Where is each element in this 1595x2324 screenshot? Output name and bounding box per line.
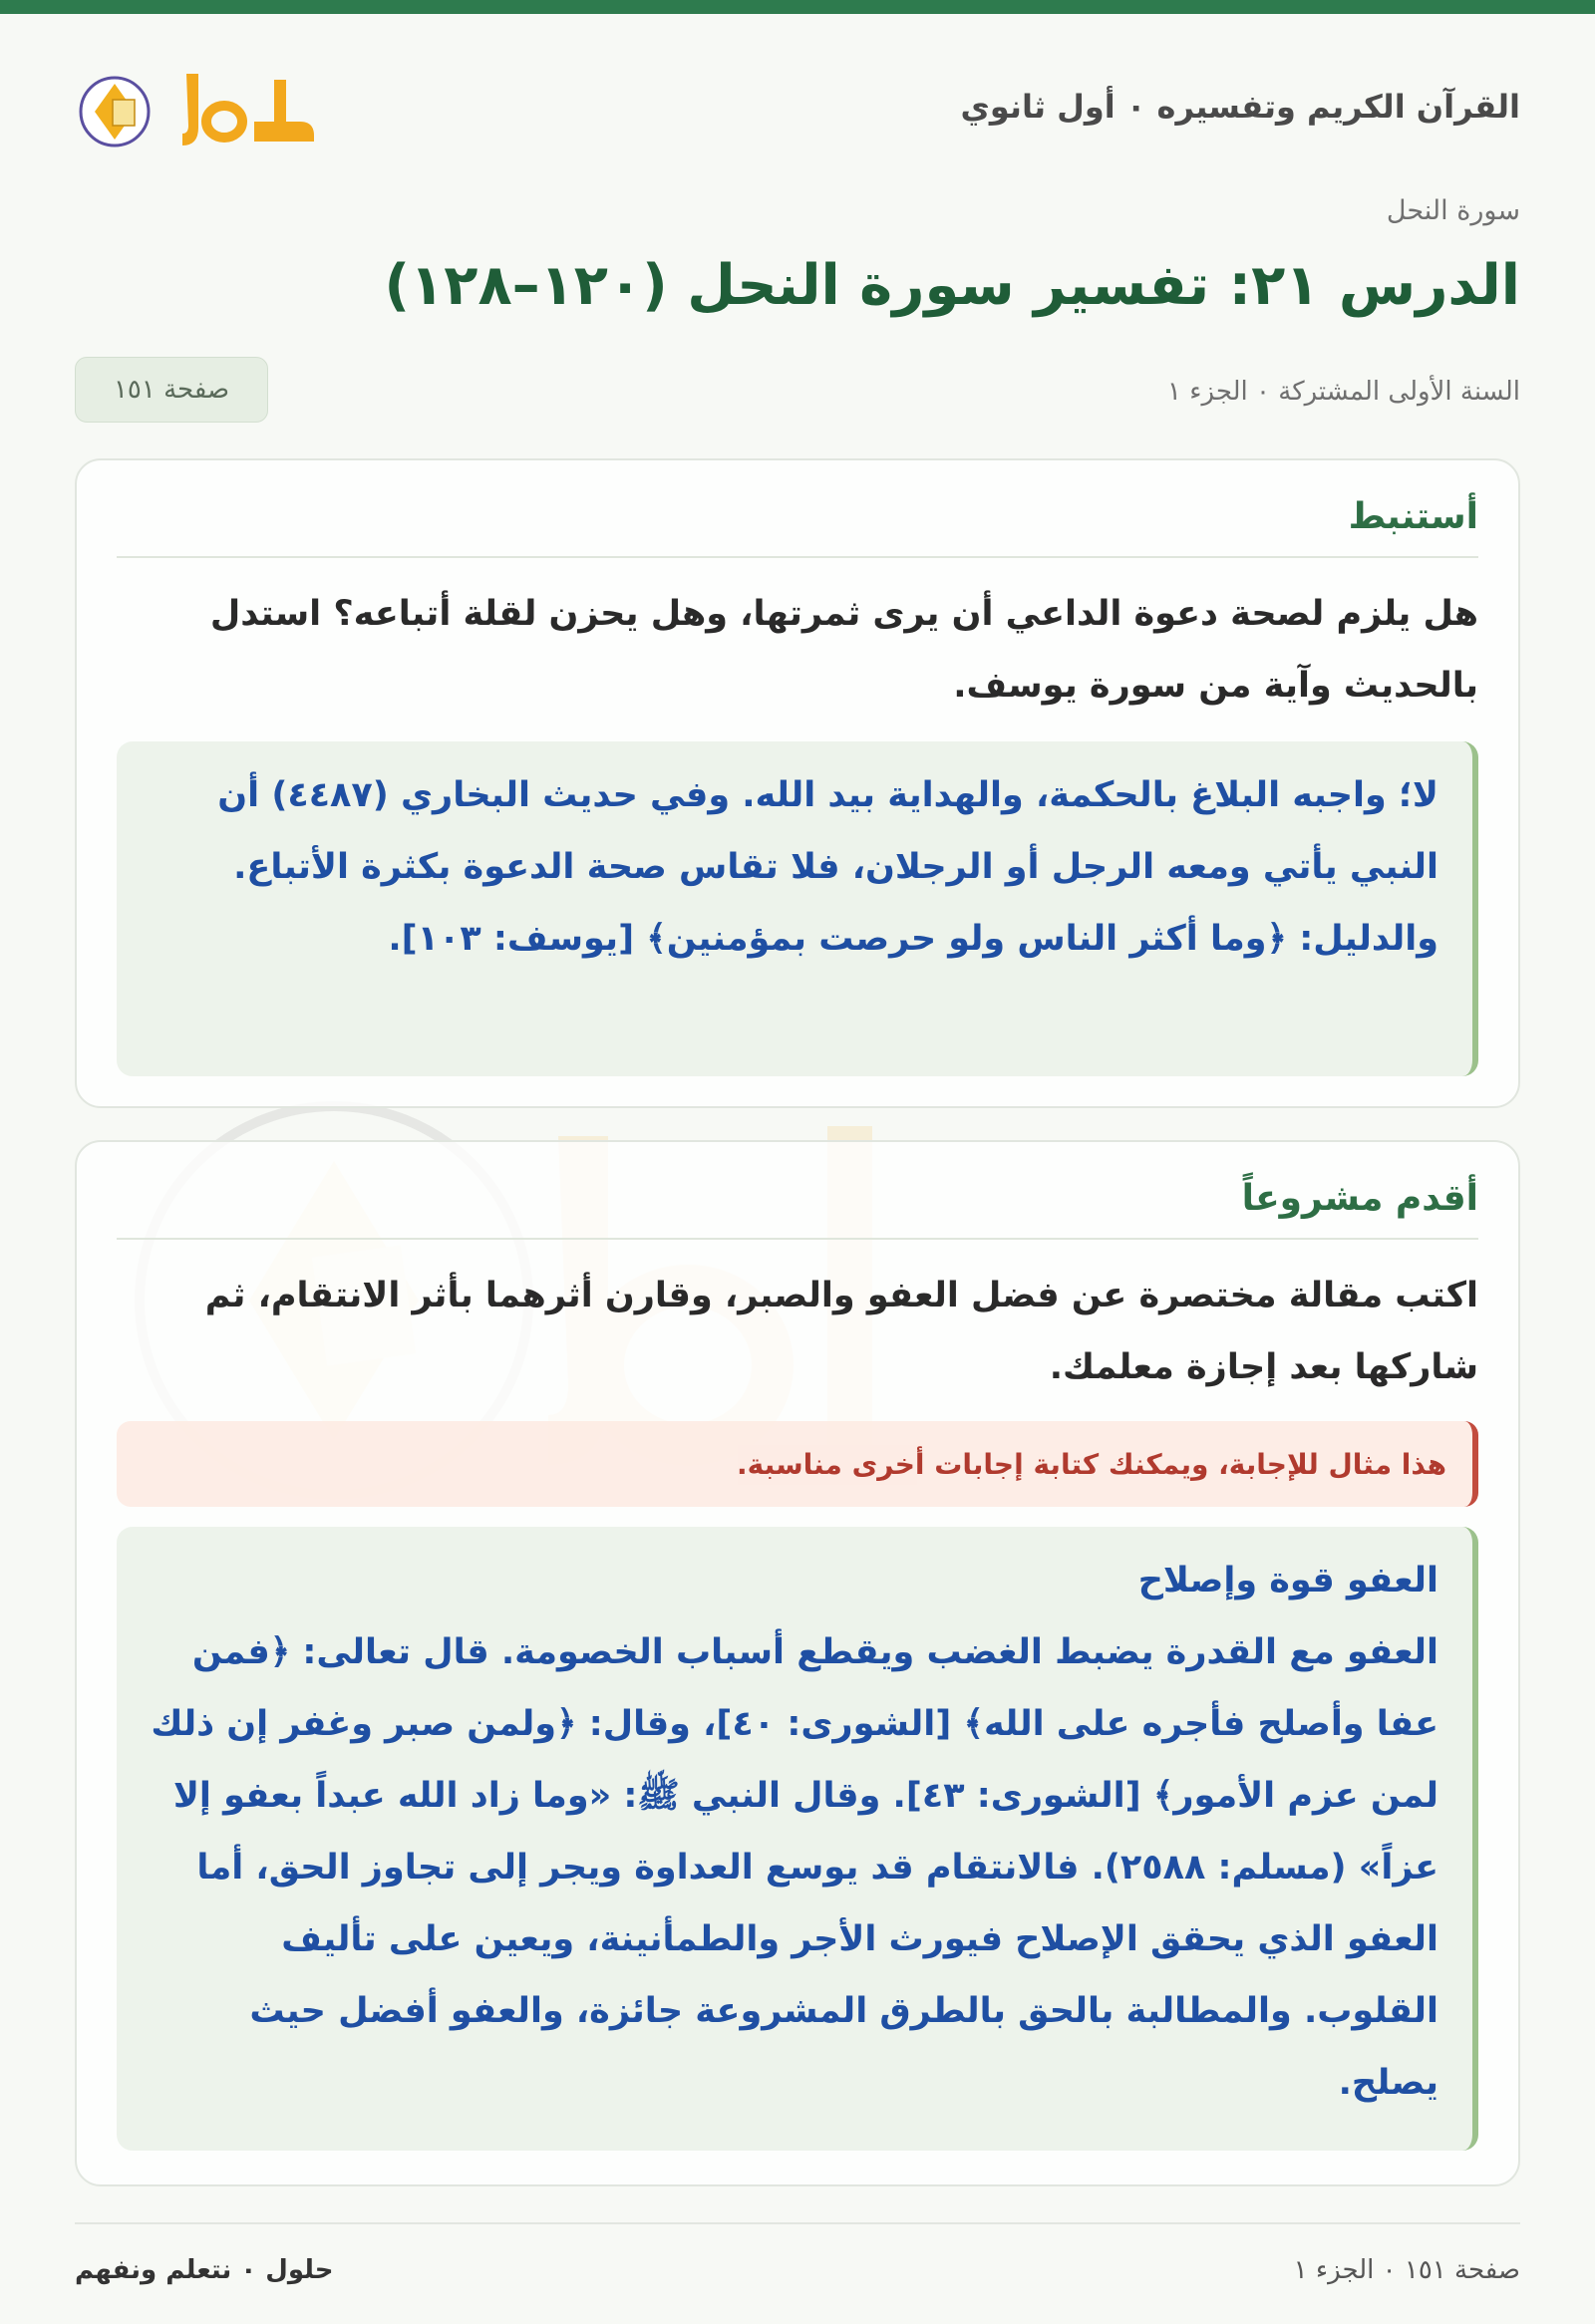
question-text: هل يلزم لصحة دعوة الداعي أن يرى ثمرتها، وهل يحزن لقلة أتباعه؟ استدل بالحديث وآية من سورة يوسف. (209, 594, 1478, 706)
lesson-meta-row (75, 357, 1520, 423)
answer-text: العفو مع القدرة يضبط الغضب ويقطع أسباب الخصومة. قال تعالى: ﴿فمن عفا وأصلح فأجره على الله﴾ [الشورى: ٤٠]، وقال: ﴿ولمن صبر وغفر إن ذلك لمن عزم الأمور﴾ [الشورى: ٤٣]. وقال النبي ﷺ: «وما زاد الله عبداً بعفو إلا عزاً» (مسلم: ٢٥٨٨). فالانتقام قد يوسع العداوة ويجر إلى تجاوز الحق، أما العفو الذي يحقق الإصلاح فيورث الأجر والطمأنينة، ويعين على تأليف القلوب. والمطالبة بالحق بالطرق المشروعة جائزة، والعفو أفضل حيث يصلح. (151, 1632, 1438, 2103)
footer-page-info: صفحة ١٥١ ٠ الجزء ١ (1293, 2255, 1520, 2285)
footer-divider (75, 2222, 1520, 2224)
subject-title: القرآن الكريم وتفسيره ٠ أول ثانوي (960, 88, 1520, 126)
footer-brand: حلول ٠ نتعلم ونفهم (75, 2255, 334, 2285)
sample-answer-note: هذا مثال للإجابة، ويمكنك كتابة إجابات أخرى مناسبة. (117, 1421, 1478, 1507)
lesson-title: الدرس ٢١: تفسير سورة النحل (١٢٠–١٢٨) (384, 253, 1520, 318)
page-badge: صفحة ١٥١ (75, 357, 268, 423)
answer-text: لا؛ واجبه البلاغ بالحكمة، والهداية بيد الله. وفي حديث البخاري (٤٤٨٧) أن النبي يأتي ومعه الرجل أو الرجلان، فلا تقاس صحة الدعوة بكثرة الأتباع. والدليل: ﴿وما أكثر الناس ولو حرصت بمؤمنين﴾ [يوسف: ١٠٣]. (217, 775, 1438, 959)
top-accent-bar (0, 0, 1595, 14)
question-text: اكتب مقالة مختصرة عن فضل العفو والصبر، وقارن أثرهما بأثر الانتقام، ثم شاركها بعد إجازة معلمك. (204, 1276, 1478, 1387)
answer-box (117, 741, 1478, 1076)
section-divider (117, 1238, 1478, 1240)
section-card-istanbit (75, 458, 1520, 1108)
section-divider (117, 556, 1478, 558)
section-title: أستنبط (1348, 496, 1478, 537)
answer-heading: العفو قوة وإصلاح (1137, 1561, 1438, 1600)
section-title: أقدم مشروعاً (1241, 1178, 1478, 1219)
hulul-logo-icon (75, 60, 334, 159)
surah-name: سورة النحل (1386, 195, 1520, 226)
course-meta: السنة الأولى المشتركة ٠ الجزء ١ (1167, 377, 1520, 407)
answer-box (117, 1527, 1478, 2151)
section-card-project (75, 1140, 1520, 2186)
page-header (75, 60, 1520, 159)
